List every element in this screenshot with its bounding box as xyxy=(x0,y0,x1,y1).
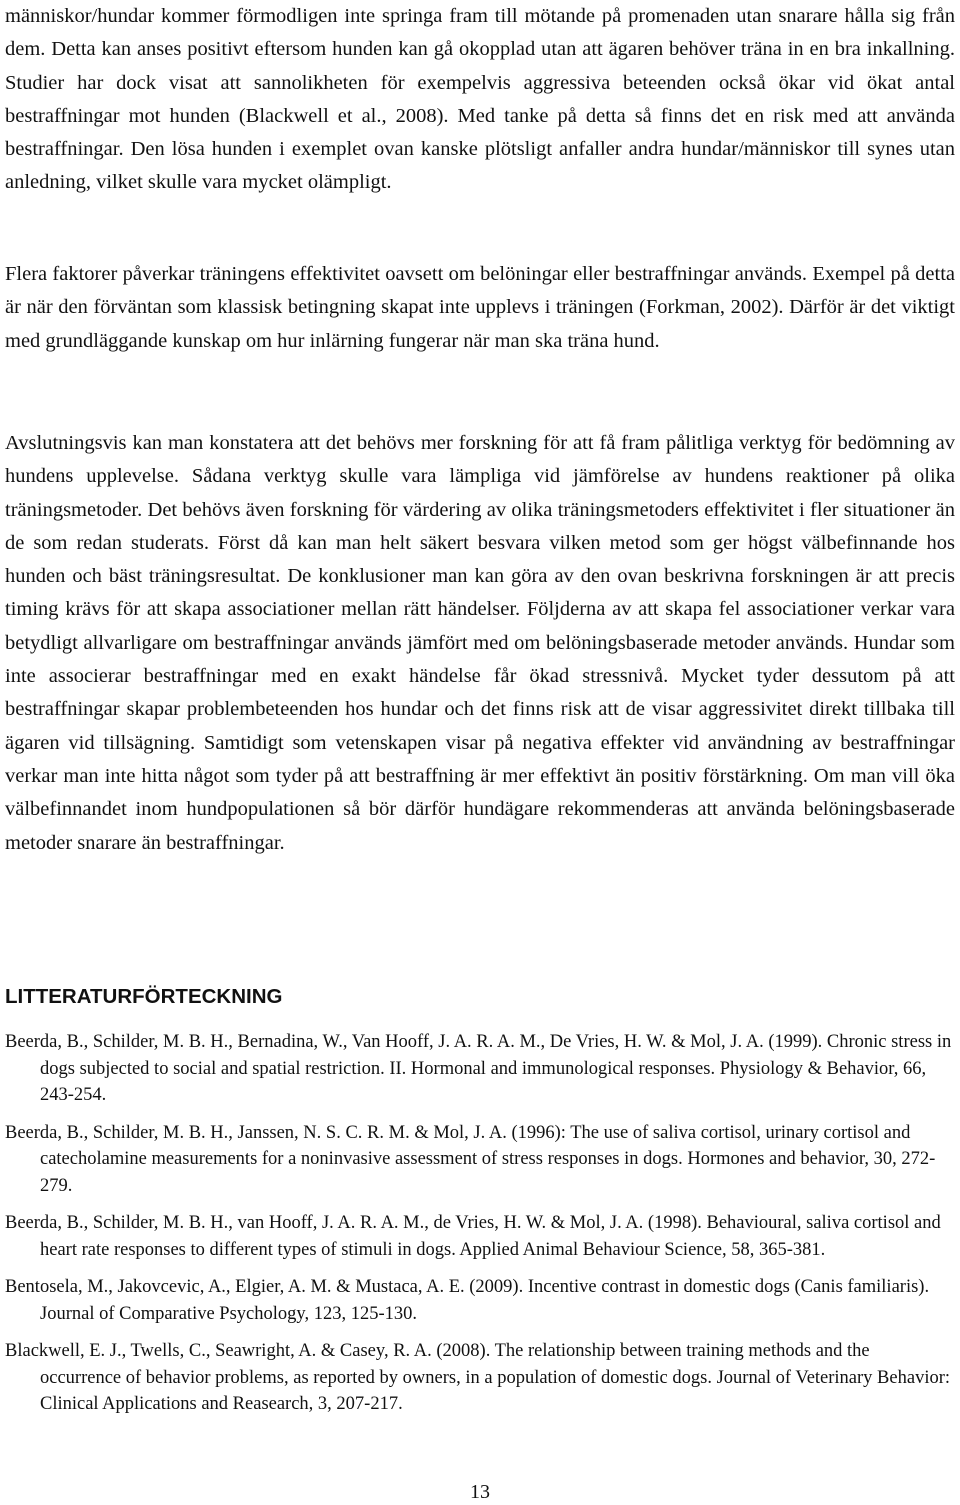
body-paragraph-1: människor/hundar kommer förmodligen inte springa fram till mötande på promenaden utan snarare hålla sig från dem. Detta kan anses positivt eftersom hunden kan gå okopplad utan att ägaren behöver träna in en bra inkallning. Studier har dock visat att sannolikheten för exempelvis aggressiva beteenden också ökar vid ökat antal bestraffningar mot hunden (Blackwell et al., 2008). Med tanke på detta så finns det en risk med att använda bestraffningar. Den lösa hunden i exemplet ovan kanske plötsligt anfaller andra hundar/människor till synes utan anledning, vilket skulle vara mycket olämpligt. xyxy=(5,5,955,194)
body-paragraph-3: Avslutningsvis kan man konstatera att det behövs mer forskning för att få fram pålitliga verktyg för bedömning av hundens upplevelse. Sådana verktyg skulle vara lämpliga vid jämförelse av hundens reaktioner på olika träningsmetoder. Det behövs även forskning för värdering av olika träningsmetoders effektivitet i fler situationer än de som redan studerats. Först då kan man helt säkert besvara vilken metod som ger högst välbefinnande hos hunden och bäst träningsresultat. De konklusioner man kan göra av den ovan beskrivna forskningen är att precis timing krävs för att skapa associationer mellan rätt händelser. Följderna av att skapa fel associationer verkar vara betydligt allvarligare om bestraffningar används jämfört med om belöningsbaserade metoder används. Hundar som inte associerar bestraffningar med en exakt händelse får ökad stressnivå. Mycket tyder dessutom på att bestraffningar skapar problembeteenden hos hundar och det finns risk att de visar aggressivitet direkt tillbaka till ägaren vid tillsägning. Samtidigt som vetenskapen visar på negativa effekter vid användning av bestraffningar verkar man inte hitta något som tyder på att bestraffning är mer effektivt än positiv förstärkning. Om man vill öka välbefinnandet inom hundpopulationen så bör därför hundägare rekommenderas att använda belöningsbaserade metoder snarare än bestraffningar. xyxy=(5,432,955,854)
reference-item: Beerda, B., Schilder, M. B. H., Bernadina, W., Van Hooff, J. A. R. A. M., De Vries, H. W. & Mol, J. A. (1999). Chronic stress in dogs subjected to social and spatial restriction. II. Hormonal and immunological responses. Physiology & Behavior, 66, 243-254. xyxy=(5,1032,952,1105)
references-heading: LITTERATURFÖRTECKNING xyxy=(5,985,283,1008)
page-number: 13 xyxy=(470,1481,490,1503)
reference-item: Beerda, B., Schilder, M. B. H., van Hooff, J. A. R. A. M., de Vries, H. W. & Mol, J. A. (1998). Behavioural, saliva cortisol and heart rate responses to different types of stimuli in dogs. Applied Animal Behaviour Science, 58, 365-381. xyxy=(5,1213,941,1260)
body-paragraph-2: Flera faktorer påverkar träningens effektivitet oavsett om belöningar eller bestraffningar används. Exempel på detta är när den förväntan som klassisk betingning skapat inte upplevs i träningen (Forkman, 2002). Därför är det viktigt med grundläggande kunskap om hur inlärning fungerar när man ska träna hund. xyxy=(5,263,955,352)
reference-list xyxy=(5,1029,955,1429)
reference-item: Bentosela, M., Jakovcevic, A., Elgier, A. M. & Mustaca, A. E. (2009). Incentive contrast in domestic dogs (Canis familiaris). Journal of Comparative Psychology, 123, 125-130. xyxy=(5,1277,930,1324)
reference-item: Beerda, B., Schilder, M. B. H., Janssen, N. S. C. R. M. & Mol, J. A. (1996): The use of saliva cortisol, urinary cortisol and catecholamine measurements for a noninvasive assessment of stress responses in dogs. Hormones and behavior, 30, 272-279. xyxy=(5,1122,936,1196)
reference-item: Blackwell, E. J., Twells, C., Seawright, A. & Casey, R. A. (2008). The relationship between training methods and the occurrence of behavior problems, as reported by owners, in a population of domestic dogs. Journal of Veterinary Behavior: Clinical Applications and Reasearch, 3, 207-217. xyxy=(5,1341,951,1414)
